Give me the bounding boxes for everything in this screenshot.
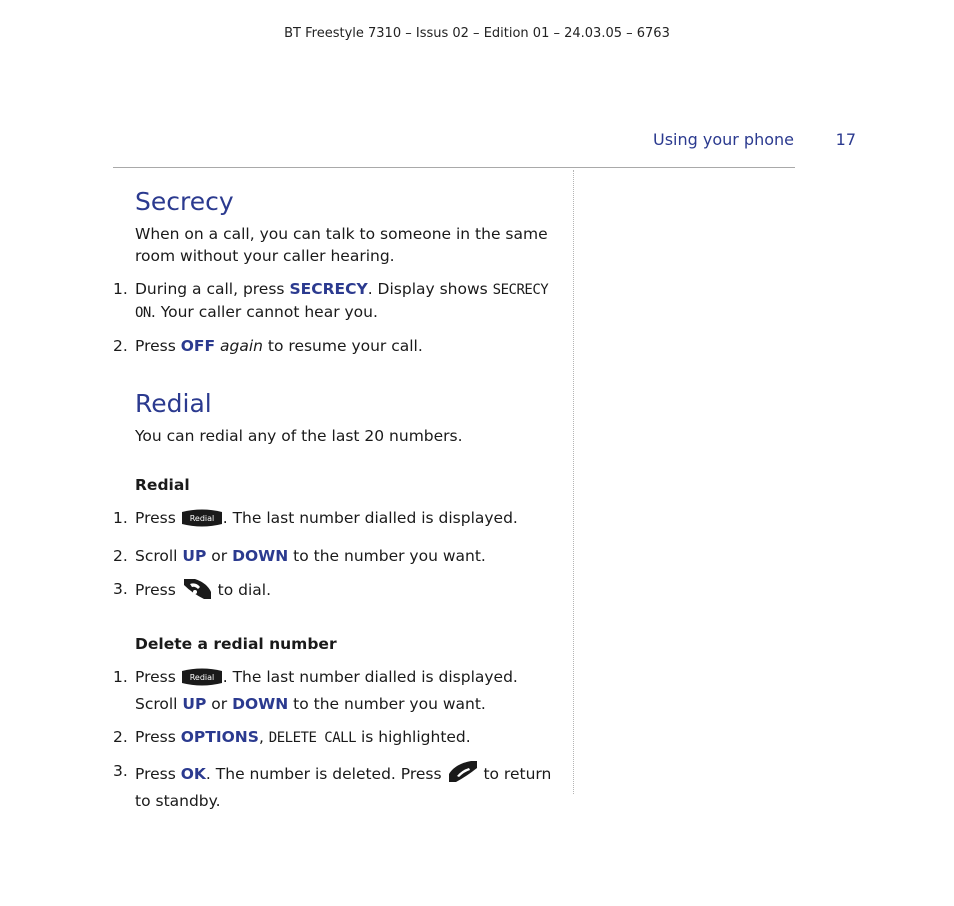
step-number: 3.: [113, 762, 128, 780]
secrecy-steps: [113, 278, 553, 357]
step-text: Scroll: [135, 547, 183, 565]
end-call-key-icon: [447, 760, 479, 790]
step-text: Press: [135, 728, 181, 746]
redial-heading: Redial: [135, 389, 212, 418]
redial-intro: You can redial any of the last 20 numbers.: [135, 427, 463, 445]
delete-redial-subheading: Delete a redial number: [135, 635, 337, 653]
redial-key-label: Redial: [189, 673, 215, 682]
redial-steps: [113, 507, 553, 606]
delete-step-3: [113, 760, 553, 812]
step-text: to return to standby.: [135, 765, 552, 810]
step-text: to dial.: [212, 581, 272, 599]
step-text: . Display shows: [367, 280, 493, 298]
document-info: BT Freestyle 7310 – Issus 02 – Edition 01 – 24.03.05 – 6763: [284, 26, 670, 41]
up-key-name: UP: [182, 547, 207, 565]
step-number: 3.: [113, 580, 128, 598]
step-text: Press: [135, 337, 181, 355]
emphasis-text: again: [220, 337, 263, 355]
secrecy-heading: Secrecy: [135, 187, 234, 216]
step-text: During a call, press: [135, 280, 290, 298]
step-text: to resume your call.: [263, 337, 423, 355]
step-text: Press: [135, 509, 181, 527]
secrecy-key-name: SECRECY: [289, 280, 368, 298]
redial-step-2: [113, 545, 553, 567]
delete-step-1: [113, 666, 553, 715]
main-content: [113, 185, 553, 812]
step-text: . The number is deleted. Press: [205, 765, 447, 783]
step-text: to the number you want.: [288, 695, 486, 713]
header-rule: [113, 167, 795, 168]
step-text: or: [206, 695, 233, 713]
secrecy-intro: When on a call, you can talk to someone in the same room without your caller hearing.: [135, 225, 548, 265]
ok-key-name: OK: [180, 765, 206, 783]
secrecy-step-2: [113, 335, 553, 357]
step-number: 2.: [113, 337, 128, 355]
redial-key-icon: [181, 508, 223, 534]
step-text: Press: [135, 668, 181, 686]
down-key-name: DOWN: [232, 547, 289, 565]
step-number: 1.: [113, 668, 128, 686]
off-key-name: OFF: [180, 337, 216, 355]
redial-step-1: [113, 507, 553, 534]
secrecy-step-1: [113, 278, 553, 324]
step-number: 1.: [113, 280, 128, 298]
running-section-title: Using your phone: [652, 130, 794, 149]
display-text: SECRECY ON: [135, 282, 549, 321]
step-number: 2.: [113, 728, 128, 746]
up-key-name: UP: [182, 695, 207, 713]
delete-redial-steps: [113, 666, 553, 812]
redial-subheading: Redial: [135, 476, 190, 494]
redial-key-icon: [181, 667, 223, 693]
options-key-name: OPTIONS: [180, 728, 259, 746]
step-text: . The last number dialled is displayed. Scroll: [135, 668, 518, 713]
step-text: is highlighted.: [356, 728, 471, 746]
talk-key-icon: [181, 578, 213, 606]
column-divider: [573, 170, 574, 794]
step-text: to the number you want.: [288, 547, 486, 565]
running-head: [0, 130, 856, 150]
display-text: DELETE CALL: [268, 730, 357, 746]
delete-step-2: [113, 726, 553, 749]
down-key-name: DOWN: [232, 695, 289, 713]
step-number: 1.: [113, 509, 128, 527]
page-number: 17: [835, 130, 856, 149]
step-text: ,: [258, 728, 269, 746]
step-text: or: [206, 547, 233, 565]
step-text: . Your caller cannot hear you.: [150, 303, 378, 321]
step-text: Press: [135, 765, 181, 783]
step-text: Press: [135, 581, 181, 599]
step-text: . The last number dialled is displayed.: [222, 509, 518, 527]
step-number: 2.: [113, 547, 128, 565]
redial-step-3: [113, 578, 553, 606]
redial-key-label: Redial: [189, 514, 215, 523]
